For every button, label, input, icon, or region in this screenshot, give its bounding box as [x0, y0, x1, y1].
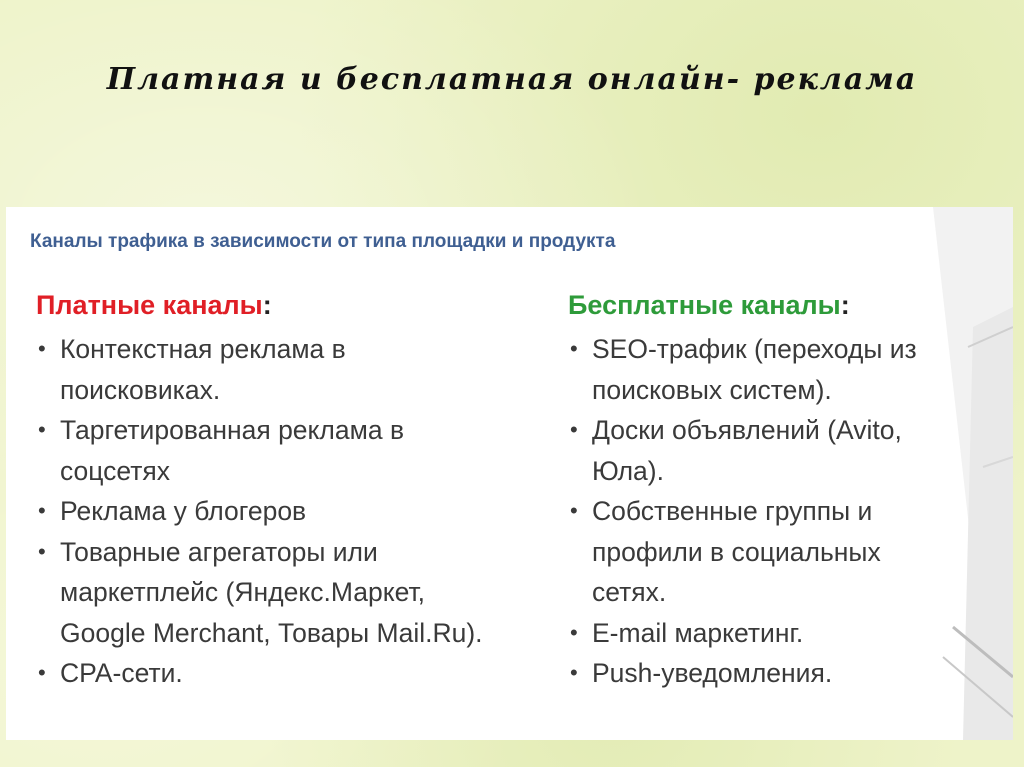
free-heading-colon: : — [840, 290, 850, 320]
bullet-icon: • — [570, 660, 578, 685]
list-item-text: Реклама у блогеров — [60, 496, 307, 526]
free-heading-text: Бесплатные каналы — [568, 290, 841, 320]
list-item-text: Контекстная реклама в поисковиках. — [60, 334, 346, 405]
list-item-text: Товарные агрегаторы или маркетплейс (Яндекс.Маркет, Google Merchant, Товары Mail.Ru). — [60, 536, 483, 648]
bullet-icon: • — [38, 498, 46, 523]
bullet-icon: • — [38, 336, 46, 361]
list-item-text: Доски объявлений (Avito, Юла). — [592, 415, 902, 486]
bullet-icon: • — [38, 417, 46, 442]
list-item — [36, 410, 506, 491]
paid-channels-column — [36, 289, 506, 694]
list-item-text: E-mail маркетинг. — [592, 617, 804, 648]
list-item-text: Собственные группы и профили в социальных сетях. — [592, 496, 881, 607]
list-item — [36, 491, 506, 532]
list-item-text: CPA-сети. — [60, 658, 183, 688]
bullet-icon: • — [38, 660, 46, 685]
list-item-text: SEO-трафик (переходы из поисковых систем). — [592, 334, 917, 405]
bullet-icon: • — [570, 417, 578, 442]
bullet-icon: • — [570, 498, 578, 523]
list-item — [568, 491, 958, 613]
list-item — [568, 329, 958, 410]
list-item — [568, 653, 958, 694]
free-channels-heading — [568, 289, 958, 321]
bullet-icon: • — [570, 619, 578, 645]
list-item-text: Push-уведомления. — [592, 658, 833, 688]
bullet-icon: • — [38, 538, 46, 564]
free-channels-column — [568, 289, 958, 694]
list-item — [36, 532, 506, 654]
free-channels-list — [568, 329, 958, 694]
paid-heading-text: Платные каналы — [36, 290, 263, 320]
list-item-text: Таргетированная реклама в соцсетях — [60, 415, 405, 486]
list-item — [568, 410, 958, 491]
list-item — [36, 653, 506, 694]
list-item — [36, 329, 506, 410]
bullet-icon: • — [570, 336, 578, 361]
list-item — [568, 613, 958, 654]
subheading: Каналы трафика в зависимости от типа площадки и продукта — [30, 231, 616, 252]
content-panel — [6, 207, 1013, 740]
paid-heading-colon: : — [262, 290, 272, 320]
paid-channels-list — [36, 329, 506, 694]
paid-channels-heading — [36, 289, 506, 321]
slide-title: Платная и бесплатная онлайн- реклама — [106, 62, 918, 97]
